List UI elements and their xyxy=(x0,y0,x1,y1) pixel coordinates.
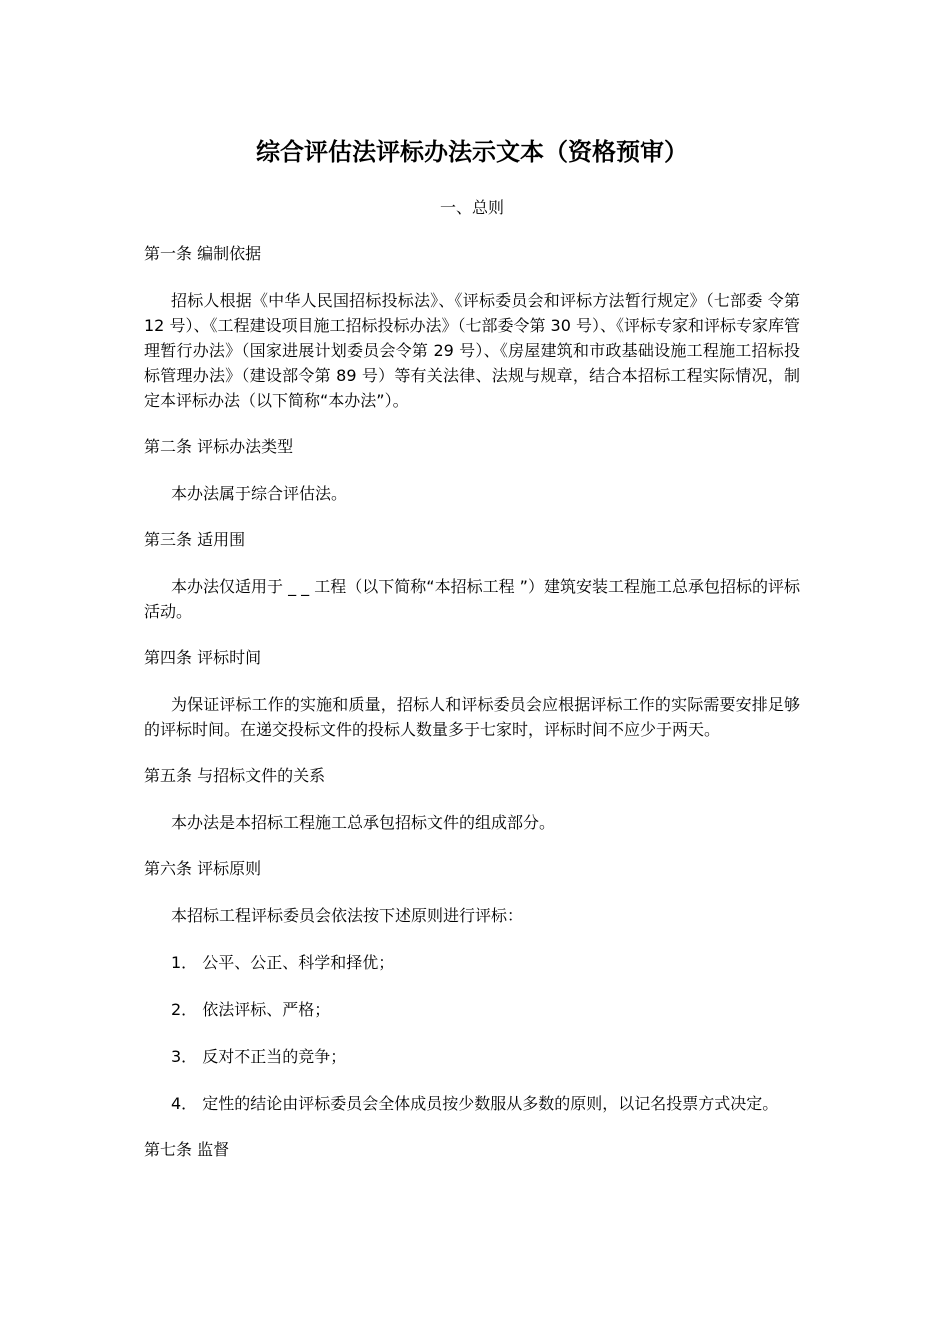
article-6-principle-1: 1． 公平、公正、科学和择优； xyxy=(171,953,395,972)
article-3-paragraph: 本办法仅适用于 _ _ 工程（以下简称“本招标工程 ”）建筑安装工程施工总承包招标的评标活动。 xyxy=(144,577,800,621)
article-6-principle-2: 2． 依法评标、严格； xyxy=(171,1000,331,1019)
article-5-paragraph: 本办法是本招标工程施工总承包招标文件的组成部分。 xyxy=(171,813,556,832)
article-heading-3: 第三条 适用围 xyxy=(144,530,246,549)
article-heading-4: 第四条 评标时间 xyxy=(144,648,262,667)
article-heading-5: 第五条 与招标文件的关系 xyxy=(144,766,326,785)
article-6-principle-4: 4． 定性的结论由评标委员会全体成员按少数服从多数的原则，以记名投票方式决定。 xyxy=(171,1094,779,1113)
article-6-principle-3: 3． 反对不正当的竞争； xyxy=(171,1047,347,1066)
document-title: 综合评估法评标办法示文本（资格预审） xyxy=(256,138,688,166)
article-1-paragraph: 招标人根据《中华人民国招标投标法》、《评标委员会和评标方法暂行规定》（七部委 令第 12 号）、《工程建设项目施工招标投标办法》（七部委令第 30 号）、《评标专家和评标专家库管理暂行办法》（国家进展计划委员会令第 29 号）、《房屋建筑和市政基础设施工程施工招标投标管理办法》（建设部令第 89 号）等有关法律、法规与规章，结合本招标工程实际情况，制定本评标办法（以下简称“本办法”）。 xyxy=(144,291,800,410)
article-heading-6: 第六条 评标原则 xyxy=(144,859,262,878)
article-2-paragraph: 本办法属于综合评估法。 xyxy=(171,484,348,503)
section-heading: 一、总则 xyxy=(439,198,504,217)
article-heading-7: 第七条 监督 xyxy=(144,1140,230,1159)
article-heading-1: 第一条 编制依据 xyxy=(144,244,262,263)
article-6-paragraph: 本招标工程评标委员会依法按下述原则进行评标： xyxy=(171,906,524,925)
article-heading-2: 第二条 评标办法类型 xyxy=(144,437,294,456)
article-4-paragraph: 为保证评标工作的实施和质量，招标人和评标委员会应根据评标工作的实际需要安排足够的评标时间。在递交投标文件的投标人数量多于七家时，评标时间不应少于两天。 xyxy=(144,695,800,739)
